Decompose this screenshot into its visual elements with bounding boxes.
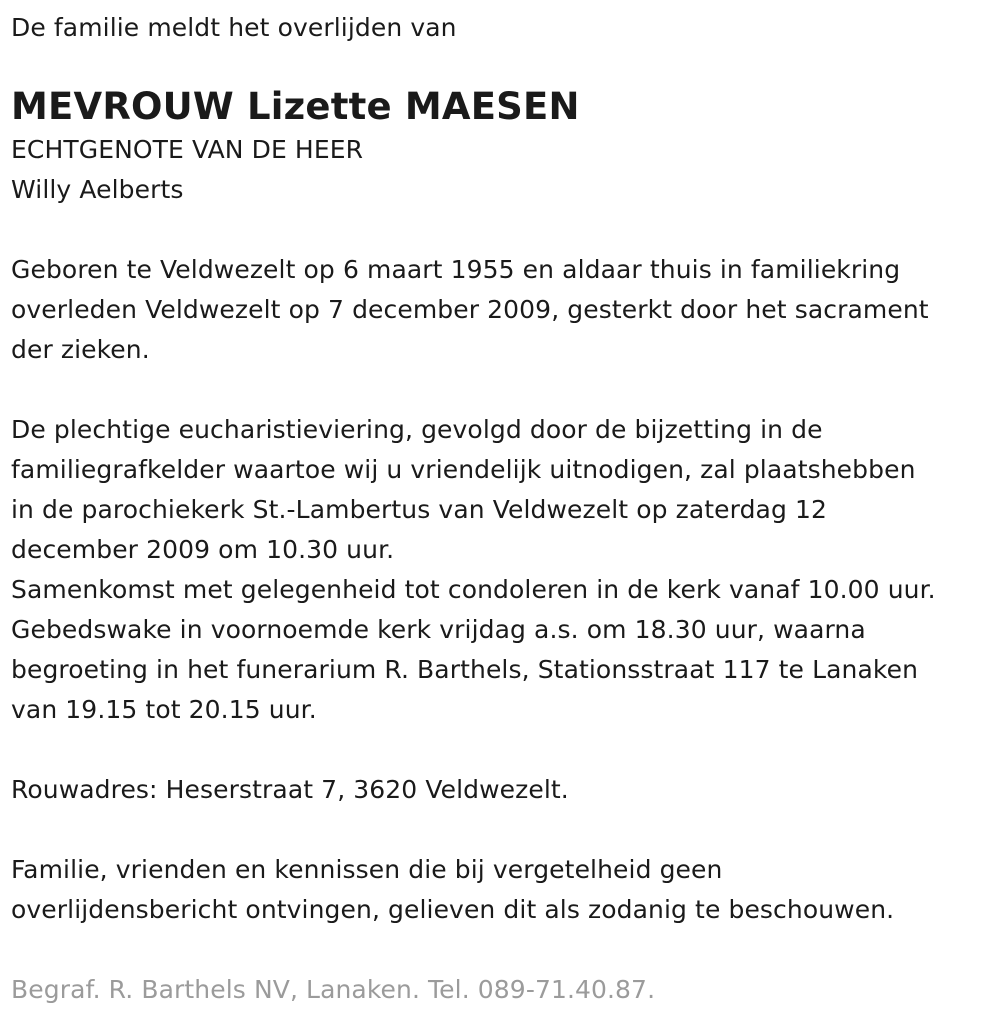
- birth-death-paragraph: [11, 250, 1000, 370]
- spacer: [11, 370, 1000, 410]
- paragraph-line: Familie, vrienden en kennissen die bij vergetelheid geen: [11, 855, 723, 884]
- spouse-label: ECHTGENOTE VAN DE HEER: [11, 135, 364, 164]
- paragraph-line: december 2009 om 10.30 uur.: [11, 535, 395, 564]
- paragraph-line: familiegrafkelder waartoe wij u vriendelijk uitnodigen, zal plaatshebben: [11, 455, 916, 484]
- intro-line: De familie meldt het overlijden van: [11, 13, 457, 42]
- ceremony-paragraph: [11, 410, 1000, 730]
- spacer: [11, 930, 1000, 970]
- spacer: [11, 48, 1000, 84]
- paragraph-line: Gebedswake in voornoemde kerk vrijdag a.s. om 18.30 uur, waarna: [11, 615, 866, 644]
- funeral-home-footer: Begraf. R. Barthels NV, Lanaken. Tel. 089-71.40.87.: [11, 975, 656, 1004]
- paragraph-line: van 19.15 tot 20.15 uur.: [11, 695, 317, 724]
- spacer: [11, 810, 1000, 850]
- spouse-name: Willy Aelberts: [11, 175, 184, 204]
- closing-paragraph: [11, 850, 1000, 930]
- paragraph-line: overlijdensbericht ontvingen, gelieven dit als zodanig te beschouwen.: [11, 895, 895, 924]
- spacer: [11, 210, 1000, 250]
- paragraph-line: der zieken.: [11, 335, 150, 364]
- deceased-name: MEVROUW Lizette MAESEN: [11, 85, 580, 128]
- spacer: [11, 730, 1000, 770]
- paragraph-line: De plechtige eucharistieviering, gevolgd door de bijzetting in de: [11, 415, 823, 444]
- paragraph-line: begroeting in het funerarium R. Barthels, Stationsstraat 117 te Lanaken: [11, 655, 919, 684]
- paragraph-line: Geboren te Veldwezelt op 6 maart 1955 en aldaar thuis in familiekring: [11, 255, 901, 284]
- mourning-address: Rouwadres: Heserstraat 7, 3620 Veldwezelt.: [11, 775, 569, 804]
- paragraph-line: in de parochiekerk St.-Lambertus van Veldwezelt op zaterdag 12: [11, 495, 828, 524]
- paragraph-line: Samenkomst met gelegenheid tot condoleren in de kerk vanaf 10.00 uur.: [11, 575, 936, 604]
- paragraph-line: overleden Veldwezelt op 7 december 2009, gesterkt door het sacrament: [11, 295, 929, 324]
